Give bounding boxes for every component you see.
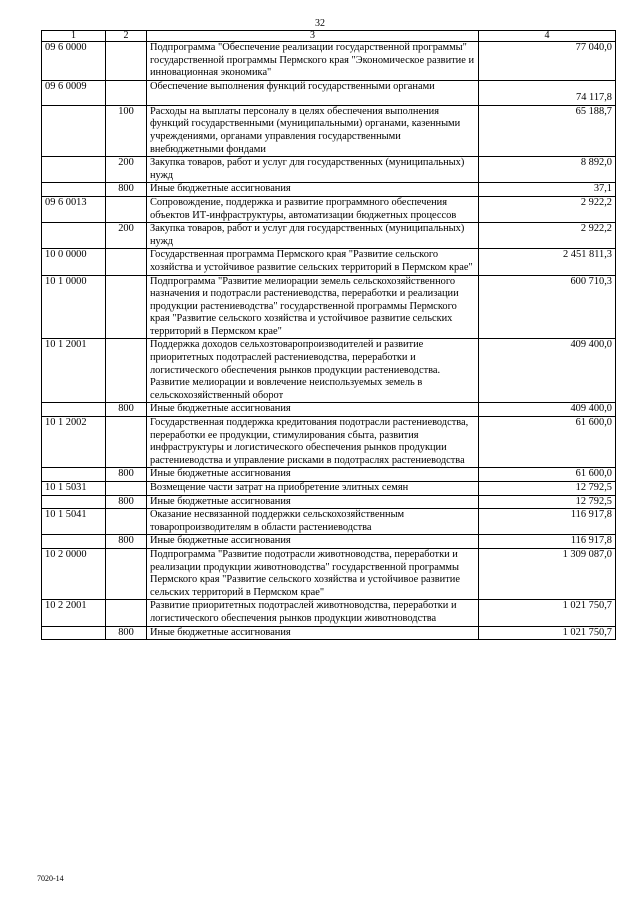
row-expense-type: 800 <box>106 626 147 640</box>
row-amount: 116 917,8 <box>479 509 616 535</box>
row-expense-type: 800 <box>106 535 147 549</box>
row-amount: 65 188,7 <box>479 105 616 156</box>
row-name: Иные бюджетные ассигнования <box>147 535 479 549</box>
column-header-amount: 4 <box>479 31 616 42</box>
row-expense-type: 800 <box>106 183 147 197</box>
row-expense-type <box>106 249 147 275</box>
row-code: 09 6 0009 <box>42 80 106 105</box>
row-expense-type <box>106 42 147 81</box>
table-row <box>42 626 616 640</box>
row-amount: 37,1 <box>479 183 616 197</box>
row-code: 10 1 2002 <box>42 417 106 468</box>
table-row <box>42 183 616 197</box>
table-header-row <box>42 31 616 42</box>
row-name: Обеспечение выполнения функций государственными органами <box>147 80 479 105</box>
row-name: Оказание несвязанной поддержки сельскохозяйственным товаропроизводителям в области растениеводства <box>147 509 479 535</box>
table-row <box>42 403 616 417</box>
row-code <box>42 495 106 509</box>
row-name: Закупка товаров, работ и услуг для государственных (муниципальных) нужд <box>147 223 479 249</box>
row-name: Развитие приоритетных подотраслей животноводства, переработки и логистического обеспечения рынков продукции животноводства <box>147 600 479 626</box>
table-row <box>42 249 616 275</box>
page-number: 32 <box>315 18 325 29</box>
row-expense-type: 800 <box>106 403 147 417</box>
table-row <box>42 223 616 249</box>
row-code: 10 1 2001 <box>42 339 106 403</box>
row-code <box>42 105 106 156</box>
row-amount: 12 792,5 <box>479 482 616 496</box>
row-expense-type <box>106 482 147 496</box>
table-row <box>42 468 616 482</box>
row-expense-type: 800 <box>106 495 147 509</box>
row-name: Государственная программа Пермского края "Развитие сельского хозяйства и устойчивое развитие сельских территорий в Пермском крае" <box>147 249 479 275</box>
row-code <box>42 535 106 549</box>
row-amount: 2 922,2 <box>479 223 616 249</box>
table-body <box>42 42 616 640</box>
row-code: 09 6 0000 <box>42 42 106 81</box>
row-amount: 61 600,0 <box>479 417 616 468</box>
table-row <box>42 196 616 222</box>
row-expense-type <box>106 509 147 535</box>
row-expense-type <box>106 275 147 339</box>
row-name: Сопровождение, поддержка и развитие программного обеспечения объектов ИТ-инфраструктуры, автоматизации бюджетных процессов <box>147 196 479 222</box>
row-code: 10 0 0000 <box>42 249 106 275</box>
table-row <box>42 548 616 599</box>
row-expense-type: 800 <box>106 468 147 482</box>
row-code <box>42 157 106 183</box>
row-code <box>42 183 106 197</box>
row-name: Государственная поддержка кредитования подотрасли растениеводства, переработки ее продукции, стимулирования сбыта, развития инфраструктуры и логистического обеспечения рынков продукции растениеводства и управление рисками в подотраслях растениеводства <box>147 417 479 468</box>
row-name: Закупка товаров, работ и услуг для государственных (муниципальных) нужд <box>147 157 479 183</box>
row-amount: 12 792,5 <box>479 495 616 509</box>
row-amount: 1 021 750,7 <box>479 626 616 640</box>
table-row <box>42 482 616 496</box>
row-amount: 1 021 750,7 <box>479 600 616 626</box>
column-header-code: 1 <box>42 31 106 42</box>
row-name: Расходы на выплаты персоналу в целях обеспечения выполнения функций государственными (муниципальными) органами, казенными учреждениями, органами управления государственными внебюджетными фондами <box>147 105 479 156</box>
row-expense-type <box>106 196 147 222</box>
table-row <box>42 495 616 509</box>
row-name: Иные бюджетные ассигнования <box>147 626 479 640</box>
table-row <box>42 157 616 183</box>
row-code: 10 2 0000 <box>42 548 106 599</box>
row-name: Иные бюджетные ассигнования <box>147 183 479 197</box>
row-code <box>42 468 106 482</box>
table-row <box>42 509 616 535</box>
table-row <box>42 417 616 468</box>
row-amount: 116 917,8 <box>479 535 616 549</box>
row-name: Подпрограмма "Развитие мелиорации земель сельскохозяйственного назначения и подотрасли растениеводства, переработки и реализации продукции растениеводства" государственной программы Пермского края "Развитие сельского хозяйства и устойчивое развитие сельских территорий в Пермском крае" <box>147 275 479 339</box>
row-expense-type <box>106 600 147 626</box>
row-amount: 77 040,0 <box>479 42 616 81</box>
table-row <box>42 105 616 156</box>
row-code <box>42 223 106 249</box>
row-name: Иные бюджетные ассигнования <box>147 495 479 509</box>
table-row <box>42 600 616 626</box>
column-header-name: 3 <box>147 31 479 42</box>
row-code: 10 1 0000 <box>42 275 106 339</box>
row-name: Поддержка доходов сельхозтоваропроизводителей и развитие приоритетных подотраслей растениеводства, переработки и логистического обеспечения рынков продукции растениеводства. Развитие мелиорации и вовлечение неиспользуемых земель в сельскохозяйственный оборот <box>147 339 479 403</box>
row-amount: 409 400,0 <box>479 403 616 417</box>
row-name: Подпрограмма "Обеспечение реализации государственной программы" государственной программы Пермского края "Экономическое развитие и инновационная экономика" <box>147 42 479 81</box>
row-code: 10 1 5031 <box>42 482 106 496</box>
footer-document-code: 7020-14 <box>37 874 64 883</box>
row-amount: 8 892,0 <box>479 157 616 183</box>
row-code: 10 1 5041 <box>42 509 106 535</box>
table-row <box>42 80 616 105</box>
row-expense-type: 200 <box>106 223 147 249</box>
row-code: 09 6 0013 <box>42 196 106 222</box>
row-code <box>42 626 106 640</box>
row-code: 10 2 2001 <box>42 600 106 626</box>
column-header-expense-type: 2 <box>106 31 147 42</box>
row-amount: 1 309 087,0 <box>479 548 616 599</box>
row-amount: 409 400,0 <box>479 339 616 403</box>
row-amount: 61 600,0 <box>479 468 616 482</box>
row-expense-type: 100 <box>106 105 147 156</box>
row-name: Иные бюджетные ассигнования <box>147 468 479 482</box>
row-expense-type: 200 <box>106 157 147 183</box>
table-row <box>42 42 616 81</box>
row-name: Возмещение части затрат на приобретение элитных семян <box>147 482 479 496</box>
table-row <box>42 535 616 549</box>
row-amount: 2 922,2 <box>479 196 616 222</box>
row-name: Подпрограмма "Развитие подотрасли животноводства, переработки и реализации продукции животноводства" государственной программы Пермского края "Развитие сельского хозяйства и устойчивое развитие сельских территорий в Пермском крае" <box>147 548 479 599</box>
row-amount: 74 117,8 <box>479 80 616 105</box>
row-expense-type <box>106 80 147 105</box>
table-row <box>42 339 616 403</box>
row-amount: 600 710,3 <box>479 275 616 339</box>
row-code <box>42 403 106 417</box>
row-expense-type <box>106 548 147 599</box>
table-row <box>42 275 616 339</box>
budget-table <box>41 30 616 640</box>
row-amount: 2 451 811,3 <box>479 249 616 275</box>
row-name: Иные бюджетные ассигнования <box>147 403 479 417</box>
row-expense-type <box>106 339 147 403</box>
row-expense-type <box>106 417 147 468</box>
